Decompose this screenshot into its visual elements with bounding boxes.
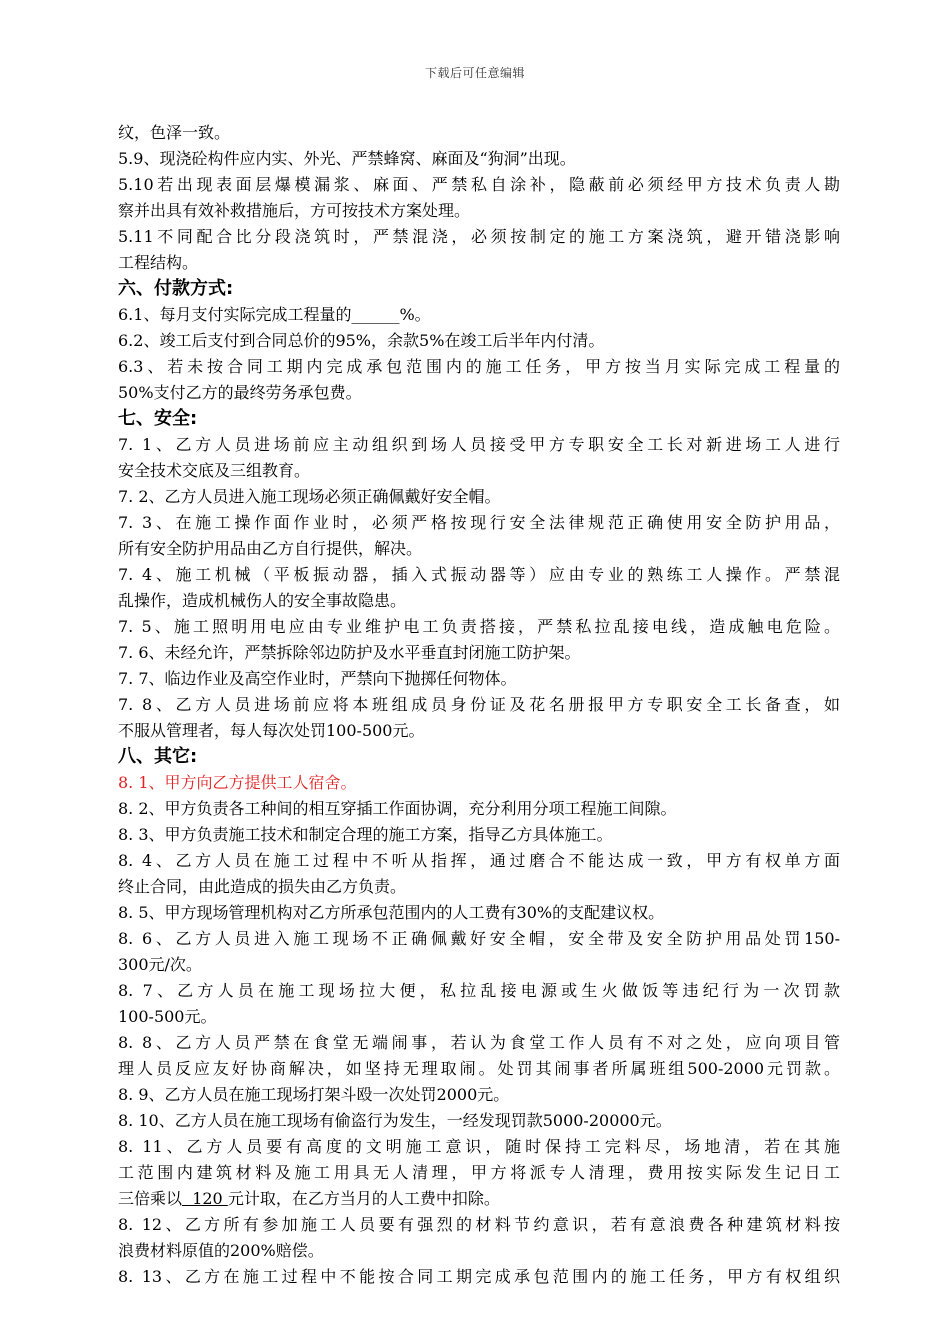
text-line: 300元/次。: [118, 955, 202, 974]
text-line: 8. 10、乙方人员在施工现场有偷盗行为发生，一经发现罚款5000-20000元。: [118, 1111, 672, 1130]
text-line: 8. 9、乙方人员在施工现场打架斗殴一次处罚2000元。: [118, 1085, 510, 1104]
text-line: 纹，色泽一致。: [118, 123, 231, 142]
text-line: 所有安全防护用品由乙方自行提供，解决。: [118, 539, 423, 558]
text-line: 乱操作，造成机械伤人的安全事故隐患。: [118, 591, 407, 610]
document-body: [118, 120, 840, 1290]
text-line: [118, 1186, 840, 1212]
text-line: 6.1、每月支付实际完成工程量的______%。: [118, 305, 431, 324]
text-line: 7. 7、临边作业及高空作业时，严禁向下抛掷任何物体。: [118, 669, 517, 688]
text-line: 100-500元。: [118, 1007, 217, 1026]
text-line: 7. 1、乙方人员进场前应主动组织到场人员接受甲方专职安全工长对新进场工人进行: [118, 435, 840, 454]
page-header: 下载后可任意编辑: [424, 66, 525, 80]
text-line: 7. 6、未经允许，严禁拆除邻边防护及水平垂直封闭施工防护架。: [118, 643, 581, 662]
text-segment: 元计取，在乙方当月的人工费中扣除。: [227, 1189, 500, 1208]
text-line: 8. 2、甲方负责各工种间的相互穿插工作面协调，充分利用分项工程施工间隙。: [118, 799, 677, 818]
text-line: 理人员反应友好协商解决，如坚持无理取闹。处罚其闹事者所属班组500-2000元罚款。: [118, 1059, 840, 1078]
text-line: 浪费材料原值的200%赔偿。: [118, 1241, 324, 1260]
text-segment: 三倍乘以: [118, 1189, 183, 1208]
text-line: 不服从管理者，每人每次处罚100-500元。: [118, 721, 425, 740]
text-line: 终止合同，由此造成的损失由乙方负责。: [118, 877, 407, 896]
text-line: 8. 13、乙方在施工过程中不能按合同工期完成承包范围内的施工任务，甲方有权组织: [118, 1267, 840, 1286]
text-line: 6.2、竣工后支付到合同总价的95%，余款5%在竣工后半年内付清。: [118, 331, 605, 350]
section-heading: 六、付款方式:: [118, 278, 234, 299]
text-line: 7. 8、乙方人员进场前应将本班组成员身份证及花名册报甲方专职安全工长备查，如: [118, 695, 840, 714]
text-line: 7. 3、在施工操作面作业时，必须严格按现行安全法律规范正确使用安全防护用品，: [118, 513, 840, 532]
text-line: 安全技术交底及三组教育。: [118, 461, 311, 480]
section-heading: 七、安全:: [118, 408, 198, 429]
text-line: 7. 2、乙方人员进入施工现场必须正确佩戴好安全帽。: [118, 487, 501, 506]
text-line: 8. 7、乙方人员在施工现场拉大便，私拉乱接电源或生火做饭等违纪行为一次罚款: [118, 981, 840, 1000]
text-line: 8. 11、乙方人员要有高度的文明施工意识，随时保持工完料尽，场地清，若在其施: [118, 1137, 840, 1156]
text-line: 工程结构。: [118, 253, 199, 272]
text-line: 6.3、若未按合同工期内完成承包范围内的施工任务，甲方按当月实际完成工程量的: [118, 357, 840, 376]
text-line: 8. 8、乙方人员严禁在食堂无端闹事，若认为食堂工作人员有不对之处，应向项目管: [118, 1033, 840, 1052]
text-line: 5.10若出现表面层爆模漏浆、麻面、严禁私自涂补，隐蔽前必须经甲方技术负责人勘: [118, 175, 840, 194]
text-line: 5.9、现浇砼构件应内实、外光、严禁蜂窝、麻面及“狗洞”出现。: [118, 149, 576, 168]
text-line: 8. 1、甲方向乙方提供工人宿舍。: [118, 773, 357, 792]
text-line: 8. 4、乙方人员在施工过程中不听从指挥，通过磨合不能达成一致，甲方有权单方面: [118, 851, 840, 870]
section-heading: 八、其它:: [118, 746, 198, 767]
text-line: 50%支付乙方的最终劳务承包费。: [118, 383, 362, 402]
text-line: 工范围内建筑材料及施工用具无人清理，甲方将派专人清理，费用按实际发生记日工: [118, 1163, 840, 1182]
underlined-value: 120: [182, 1189, 228, 1208]
text-line: 8. 3、甲方负责施工技术和制定合理的施工方案，指导乙方具体施工。: [118, 825, 613, 844]
text-line: 7. 4、施工机械（平板振动器，插入式振动器等）应由专业的熟练工人操作。严禁混: [118, 565, 840, 584]
text-line: 8. 6、乙方人员进入施工现场不正确佩戴好安全帽，安全带及安全防护用品处罚150-: [118, 929, 840, 948]
text-line: 8. 5、甲方现场管理机构对乙方所承包范围内的人工费有30%的支配建议权。: [118, 903, 665, 922]
text-line: 5.11不同配合比分段浇筑时，严禁混浇，必须按制定的施工方案浇筑，避开错浇影响: [118, 227, 840, 246]
text-line: 8. 12、乙方所有参加施工人员要有强烈的材料节约意识，若有意浪费各种建筑材料按: [118, 1215, 840, 1234]
text-line: 察并出具有效补救措施后，方可按技术方案处理。: [118, 201, 471, 220]
text-line: 7. 5、施工照明用电应由专业维护电工负责搭接，严禁私拉乱接电线，造成触电危险。: [118, 617, 840, 636]
